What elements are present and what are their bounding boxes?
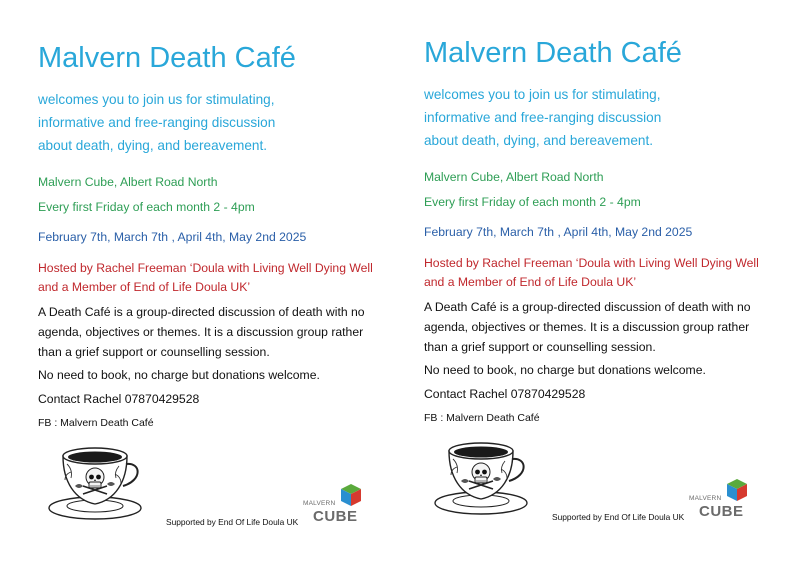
description-text (424, 297, 769, 357)
dates-text: February 7th, March 7th , April 4th, May 2nd 2025 (38, 230, 307, 244)
contact-text: Contact Rachel 07870429528 (424, 387, 586, 401)
facebook-text: FB : Malvern Death Café (424, 412, 540, 424)
booking-text: No need to book, no charge but donations welcome. (38, 368, 320, 382)
supported-by-text: Supported by End Of Life Doula UK (552, 512, 685, 522)
malvern-cube-logo (303, 483, 363, 525)
logo-big-text: CUBE (313, 508, 358, 525)
description-line: A Death Café is a group-directed discussion of death with no (424, 300, 751, 314)
facebook-text: FB : Malvern Death Café (38, 417, 154, 429)
host-text (424, 254, 774, 292)
intro-line: informative and free-ranging discussion (424, 110, 662, 125)
intro-text (38, 88, 368, 157)
intro-text (424, 83, 754, 152)
venue-text: Malvern Cube, Albert Road North (424, 170, 604, 184)
intro-line: welcomes you to join us for stimulating, (424, 87, 661, 102)
flyer-title: Malvern Death Café (424, 37, 682, 69)
host-line: Hosted by Rachel Freeman ‘Doula with Living Well Dying Well (424, 256, 759, 270)
supported-by-text: Supported by End Of Life Doula UK (166, 517, 299, 527)
host-line: Hosted by Rachel Freeman ‘Doula with Living Well Dying Well (38, 261, 373, 275)
venue-text: Malvern Cube, Albert Road North (38, 175, 218, 189)
contact-text: Contact Rachel 07870429528 (38, 392, 200, 406)
description-line: A Death Café is a group-directed discussion of death with no (38, 305, 365, 319)
description-line: than a grief support or counselling session. (424, 340, 656, 354)
intro-line: informative and free-ranging discussion (38, 115, 276, 130)
schedule-text: Every first Friday of each month 2 - 4pm (38, 200, 255, 214)
malvern-cube-logo (689, 478, 749, 520)
cube-icon (339, 483, 363, 507)
teacup-skull-illustration (431, 437, 531, 519)
teacup-skull-illustration (45, 442, 145, 524)
description-line: agenda, objectives or themes. It is a discussion group rather (38, 325, 364, 339)
flyer-left (0, 0, 390, 566)
dates-text: February 7th, March 7th , April 4th, May 2nd 2025 (424, 225, 693, 239)
host-line: and a Member of End of Life Doula UK’ (38, 280, 251, 294)
cube-icon (725, 478, 749, 502)
description-line: than a grief support or counselling session. (38, 345, 270, 359)
booking-text: No need to book, no charge but donations welcome. (424, 363, 706, 377)
logo-small-text: MALVERN (689, 495, 722, 502)
intro-line: about death, dying, and bereavement. (424, 133, 653, 148)
logo-small-text: MALVERN (303, 500, 336, 507)
logo-big-text: CUBE (699, 503, 744, 520)
description-line: agenda, objectives or themes. It is a discussion group rather (424, 320, 750, 334)
schedule-text: Every first Friday of each month 2 - 4pm (424, 195, 641, 209)
host-line: and a Member of End of Life Doula UK’ (424, 275, 637, 289)
host-text (38, 259, 388, 297)
flyer-right (386, 0, 776, 561)
flyer-title: Malvern Death Café (38, 42, 296, 74)
intro-line: about death, dying, and bereavement. (38, 138, 267, 153)
description-text (38, 302, 383, 362)
intro-line: welcomes you to join us for stimulating, (38, 92, 275, 107)
